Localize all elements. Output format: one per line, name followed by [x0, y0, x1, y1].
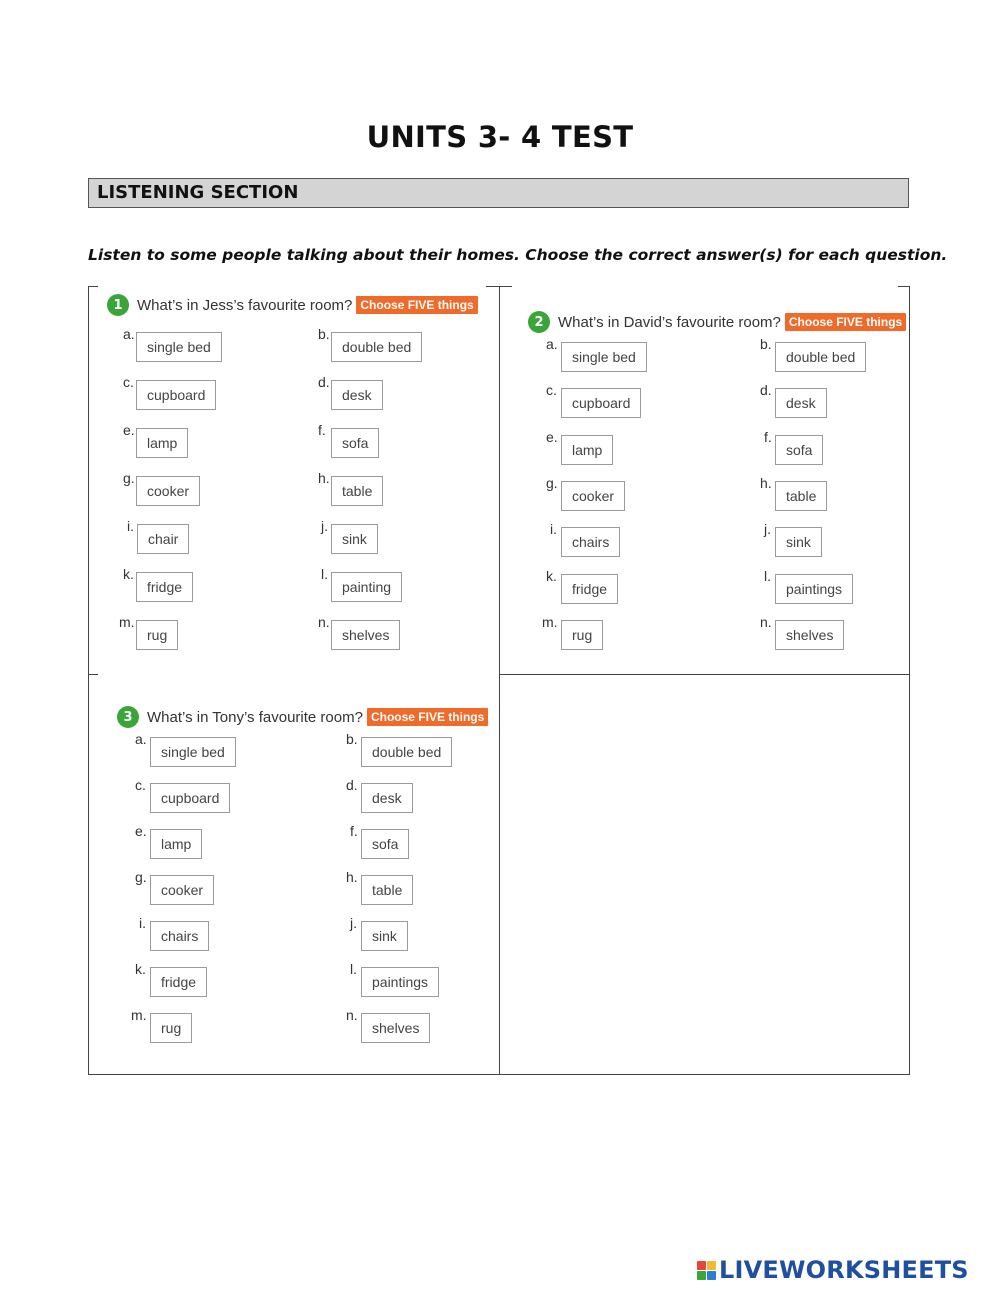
question-1-text: What’s in Jess’s favourite room?: [137, 296, 353, 314]
option-letter: g.: [123, 470, 135, 486]
grid-center-divider: [499, 286, 500, 1075]
option-box[interactable]: sofa: [331, 428, 379, 458]
grid-top-mid-stub: [486, 286, 512, 287]
logo-text: LIVEWORKSHEETS: [719, 1256, 969, 1284]
option-letter: f.: [764, 429, 772, 445]
option-letter: h.: [318, 470, 330, 486]
option-letter: h.: [760, 475, 772, 491]
option-letter: f.: [318, 422, 326, 438]
option-box[interactable]: desk: [331, 380, 383, 410]
option-letter: n.: [346, 1007, 358, 1023]
grid-top-right-stub: [898, 286, 910, 287]
option-box[interactable]: painting: [331, 572, 402, 602]
option-box[interactable]: fridge: [136, 572, 193, 602]
option-box[interactable]: cooker: [561, 481, 625, 511]
option-letter: n.: [760, 614, 772, 630]
grid-left-border: [88, 286, 89, 1075]
grid-bottom-border: [88, 1074, 910, 1075]
option-box[interactable]: cupboard: [561, 388, 641, 418]
option-box[interactable]: chairs: [150, 921, 209, 951]
option-letter: e.: [123, 422, 135, 438]
question-3-instruction-badge: Choose FIVE things: [367, 708, 488, 726]
option-letter: m.: [119, 614, 135, 630]
option-box[interactable]: double bed: [331, 332, 422, 362]
option-letter: a.: [135, 731, 147, 747]
option-letter: b.: [346, 731, 358, 747]
option-letter: d.: [318, 374, 330, 390]
option-box[interactable]: shelves: [361, 1013, 430, 1043]
option-letter: a.: [546, 336, 558, 352]
option-box[interactable]: rug: [150, 1013, 192, 1043]
option-box[interactable]: table: [775, 481, 827, 511]
page-title: UNITS 3- 4 TEST: [366, 120, 634, 154]
option-letter: l.: [321, 566, 328, 582]
option-letter: e.: [546, 429, 558, 445]
option-letter: b.: [760, 336, 772, 352]
questions-grid: [88, 286, 910, 1075]
logo-mark-square: [707, 1261, 716, 1270]
instructions-text: Listen to some people talking about their homes. Choose the correct answer(s) for each question.: [88, 246, 948, 264]
option-box[interactable]: desk: [775, 388, 827, 418]
option-box[interactable]: shelves: [331, 620, 400, 650]
option-letter: m.: [131, 1007, 147, 1023]
option-letter: b.: [318, 326, 330, 342]
option-box[interactable]: cupboard: [150, 783, 230, 813]
question-1-header: [107, 292, 478, 318]
option-letter: h.: [346, 869, 358, 885]
option-box[interactable]: rug: [136, 620, 178, 650]
option-box[interactable]: shelves: [775, 620, 844, 650]
option-box[interactable]: rug: [561, 620, 603, 650]
question-3-header: [117, 704, 488, 730]
option-letter: d.: [346, 777, 358, 793]
option-letter: g.: [135, 869, 147, 885]
option-letter: k.: [135, 961, 146, 977]
option-box[interactable]: sink: [331, 524, 378, 554]
option-letter: c.: [123, 374, 134, 390]
option-box[interactable]: double bed: [775, 342, 866, 372]
question-2-instruction-badge: Choose FIVE things: [785, 313, 906, 331]
option-box[interactable]: paintings: [361, 967, 439, 997]
option-letter: k.: [546, 568, 557, 584]
logo-mark-square: [697, 1271, 706, 1280]
liveworksheets-logo: [697, 1256, 969, 1284]
question-3-number-badge: 3: [117, 706, 139, 728]
option-box[interactable]: desk: [361, 783, 413, 813]
option-letter: e.: [135, 823, 147, 839]
option-letter: i.: [139, 915, 146, 931]
option-letter: j.: [321, 518, 328, 534]
question-2-header: [528, 309, 906, 335]
option-letter: f.: [350, 823, 358, 839]
option-letter: m.: [542, 614, 558, 630]
option-letter: d.: [760, 382, 772, 398]
option-box[interactable]: cupboard: [136, 380, 216, 410]
option-letter: i.: [127, 518, 134, 534]
option-box[interactable]: cooker: [150, 875, 214, 905]
option-box[interactable]: sofa: [775, 435, 823, 465]
option-box[interactable]: lamp: [150, 829, 202, 859]
question-1-instruction-badge: Choose FIVE things: [356, 296, 477, 314]
option-letter: i.: [550, 521, 557, 537]
question-2-text: What’s in David’s favourite room?: [558, 313, 781, 331]
grid-middle-left-stub: [88, 674, 98, 675]
option-letter: l.: [350, 961, 357, 977]
option-letter: c.: [546, 382, 557, 398]
logo-mark-square: [707, 1271, 716, 1280]
option-box[interactable]: table: [361, 875, 413, 905]
option-box[interactable]: sink: [775, 527, 822, 557]
option-letter: k.: [123, 566, 134, 582]
option-box[interactable]: chairs: [561, 527, 620, 557]
option-letter: g.: [546, 475, 558, 491]
option-box[interactable]: single bed: [136, 332, 222, 362]
grid-top-left-stub: [88, 286, 98, 287]
option-letter: l.: [764, 568, 771, 584]
option-letter: j.: [764, 521, 771, 537]
option-letter: c.: [135, 777, 146, 793]
option-letter: j.: [350, 915, 357, 931]
option-box[interactable]: lamp: [561, 435, 613, 465]
option-box[interactable]: lamp: [136, 428, 188, 458]
option-box[interactable]: double bed: [361, 737, 452, 767]
option-letter: a.: [123, 326, 135, 342]
option-box[interactable]: single bed: [561, 342, 647, 372]
option-box[interactable]: sofa: [361, 829, 409, 859]
option-letter: n.: [318, 614, 330, 630]
option-box[interactable]: table: [331, 476, 383, 506]
option-box[interactable]: chair: [137, 524, 189, 554]
question-2-number-badge: 2: [528, 311, 550, 333]
logo-mark-icon: [697, 1261, 716, 1280]
section-heading: LISTENING SECTION: [88, 178, 909, 208]
option-box[interactable]: paintings: [775, 574, 853, 604]
option-box[interactable]: fridge: [150, 967, 207, 997]
question-1-number-badge: 1: [107, 294, 129, 316]
question-3-text: What’s in Tony’s favourite room?: [147, 708, 363, 726]
logo-mark-square: [697, 1261, 706, 1270]
option-box[interactable]: cooker: [136, 476, 200, 506]
grid-right-border: [909, 286, 910, 1075]
grid-middle-right-line: [499, 674, 910, 675]
option-box[interactable]: fridge: [561, 574, 618, 604]
option-box[interactable]: single bed: [150, 737, 236, 767]
option-box[interactable]: sink: [361, 921, 408, 951]
